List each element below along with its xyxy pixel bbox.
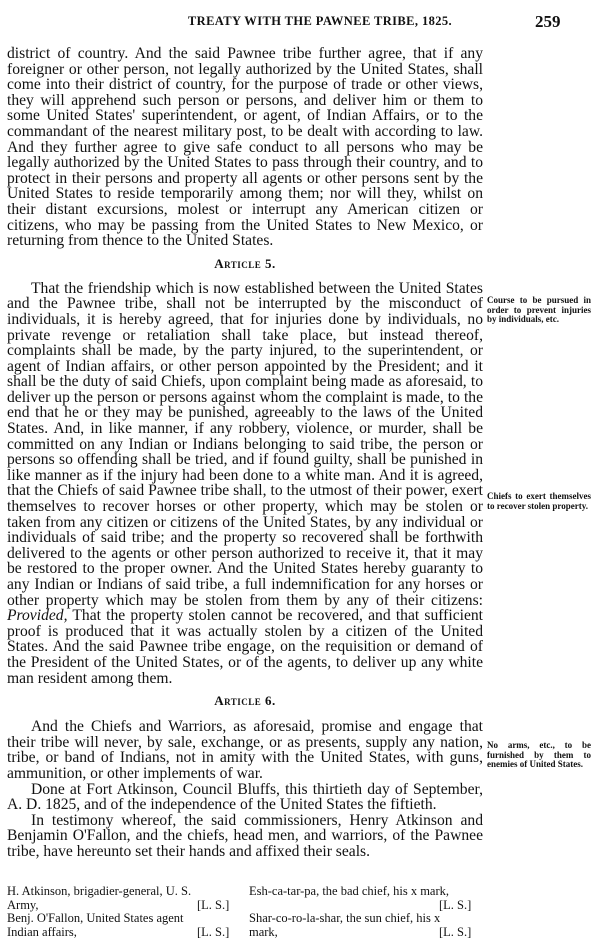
- seal-mark: [L. S.]: [439, 898, 472, 912]
- signature-row: [7, 885, 483, 912]
- article-5-text-b: That the property stolen cannot be recovered, and that sufficient proof is produced that it was actually stolen by a citizen of the United States. And the said Pawnee tribe engage, on the requisition or demand of the President of the United States, or of the agents, to deliver up any white man resident among them.: [7, 607, 483, 687]
- signature-esh-ca-tar-pa: Esh-ca-tar-pa, the bad chief, his x mark,: [249, 884, 450, 898]
- treaty-body: [7, 46, 483, 860]
- article-5-heading: Article 5.: [214, 255, 276, 271]
- article-5-text-a: That the friendship which is now established between the United States and the Pawnee tribe, shall not be interrupted by the misconduct of individuals, it is hereby agreed, that for injuries done by individuals, no private revenge or retaliation shall take place, but instead thereof, complaints shall be made, by the party injured, to the superintendent, or agent of Indian affairs, or other person appointed by the President; and it shall be the duty of said Chiefs, upon complaint being made as aforesaid, to deliver up the person or persons against whom the complaint is made, to the end that he or they may be punished, agreeably to the laws of the United States. And, in like manner, if any robbery, violence, or murder, shall be committed on any Indian or Indians belonging to said tribe, the person or persons so offending shall be tried, and if found guilty, shall be punished in like manner as if the injury had been done to a white man. And it is agreed, that the Chiefs of said Pawnee tribe shall, to the utmost of their power, exert themselves to recover horses or other property, which may be stolen or taken from any citizen or citizens of the United States, by any individual or individuals of said tribe; and the property so recovered shall be forthwith delivered to the agents or other person authorized to receive it, that it may be restored to the proper owner. And the United States hereby guaranty to any Indian or Indians of said tribe, a full indemnification for any horses or other property which may be stolen from them by any of their citizens:: [7, 279, 483, 609]
- margin-note-stolen-property: Chiefs to exert themselves to recover stolen property.: [487, 491, 591, 511]
- article-6-heading: Article 6.: [214, 693, 276, 709]
- signature-atkinson: H. Atkinson, brigadier-general, U. S. Army,: [7, 884, 192, 912]
- paragraph-article-5: [7, 281, 483, 686]
- signature-row: [7, 912, 483, 939]
- seal-mark: [L. S.]: [197, 898, 230, 912]
- signature-block: [7, 885, 483, 939]
- page-header: [0, 12, 600, 32]
- paragraph-testimony: In testimony whereof, the said commissioners, Henry Atkinson and Benjamin O'Fallon, and the chiefs, head men, and warriors, of the Pawnee tribe, have hereunto set their hands and affixed their seals.: [7, 811, 483, 860]
- signature-ofallon: Benj. O'Fallon, United States agent Indian affairs,: [7, 911, 184, 939]
- signature-shar-co-ro-la-shar: Shar-co-ro-la-shar, the sun chief, his x mark,: [249, 911, 441, 939]
- running-head: TREATY WITH THE PAWNEE TRIBE, 1825.: [187, 14, 453, 28]
- proviso-word: Provided,: [7, 607, 68, 625]
- seal-mark: [L. S.]: [439, 925, 472, 939]
- seal-mark: [L. S.]: [197, 925, 230, 939]
- margin-note-injuries: Course to be pursued in order to prevent injuries by individuals, etc.: [487, 295, 591, 324]
- paragraph-article-6: And the Chiefs and Warriors, as aforesaid, promise and engage that their tribe will never, by sale, exchange, or as presents, supply any nation, tribe, or band of Indians, not in amity with the United States, with guns, ammunition, or other implements of war.: [7, 718, 483, 782]
- paragraph-country-protection: district of country. And the said Pawnee tribe further agree, that if any foreigner or other person, not legally authorized by the United States, shall come into their district of country, for the purpose of trade or other views, they will apprehend such person or persons, and deliver him or them to some United States' superintendent, or agent, of Indian Affairs, or to the commandant of the nearest military post, to be dealt with according to law. And they further agree to give safe conduct to all persons who may be legally authorized by the United States to pass through their country, and to protect in their persons and property all agents or other persons sent by the United States to reside temporarily among them; nor will they, whilst on their distant excursions, molest or interrupt any American citizen or citizens, who may be passing from the United States to New Mexico, or returning from thence to the United States.: [7, 45, 483, 250]
- margin-note-no-arms: No arms, etc., to be furnished by them to enemies of United States.: [487, 740, 591, 769]
- page-number: 259: [535, 12, 561, 31]
- paragraph-done-at: Done at Fort Atkinson, Council Bluffs, this thirtieth day of September, A. D. 1825, and of the independence of the United States the fiftieth.: [7, 780, 483, 814]
